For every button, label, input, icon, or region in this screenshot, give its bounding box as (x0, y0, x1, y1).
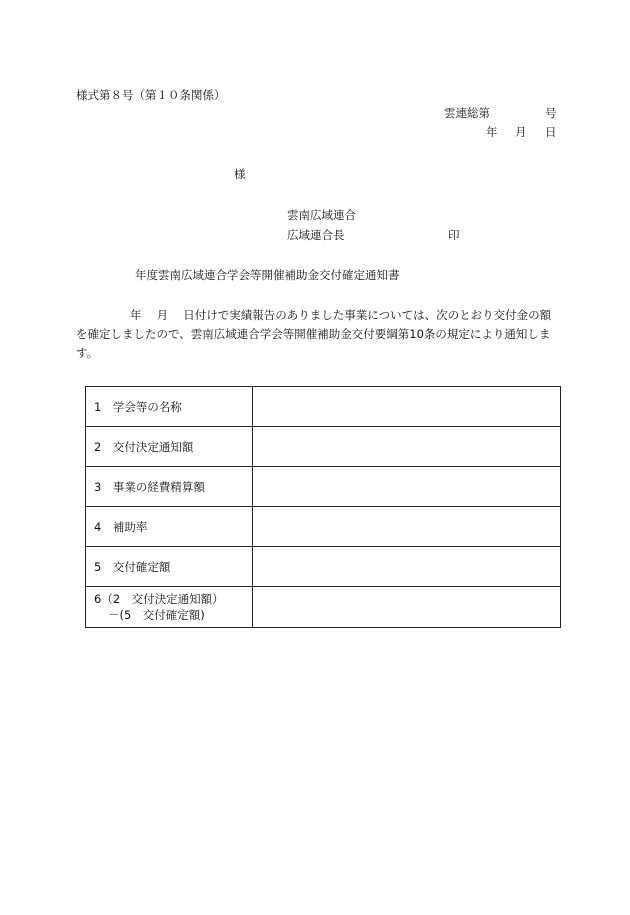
row-label: 4 補助率 (86, 507, 253, 547)
table-row (86, 587, 561, 628)
row-value[interactable] (253, 507, 561, 547)
row-label: 5 交付確定額 (86, 547, 253, 587)
details-table (85, 386, 561, 628)
seal-mark: 印 (448, 228, 460, 242)
body-paragraph: 年 月 日付けで実績報告のありました事業については、次のとおり交付金の額を確定しましたので、雲南広域連合学会等開催補助金交付要綱第10条の規定により通知します。 (76, 308, 552, 360)
row-label-line2: －(5 交付確定額) (108, 608, 205, 622)
row-label: 1 学会等の名称 (86, 387, 253, 427)
document-number-suffix: 号 (545, 106, 557, 120)
row-value[interactable] (253, 427, 561, 467)
row-label: 3 事業の経費精算額 (86, 467, 253, 507)
form-label: 様式第８号（第１０条関係） (76, 88, 226, 102)
issuer-title: 広域連合長 (287, 228, 345, 242)
date-month: 月 (515, 125, 527, 139)
table-row (86, 547, 561, 587)
document-number-prefix: 雲連総第 (444, 106, 490, 120)
row-label (86, 587, 253, 628)
row-value[interactable] (253, 467, 561, 507)
date-year: 年 (486, 125, 498, 139)
issuer-organization: 雲南広域連合 (287, 208, 356, 222)
row-label: 2 交付決定通知額 (86, 427, 253, 467)
table-row (86, 427, 561, 467)
date-day: 日 (545, 125, 557, 139)
row-value[interactable] (253, 547, 561, 587)
row-value[interactable] (253, 387, 561, 427)
row-value[interactable] (253, 587, 561, 628)
table-row (86, 467, 561, 507)
table-row (86, 387, 561, 427)
row-label-line1: 6（2 交付決定通知額） (94, 592, 224, 606)
table-row (86, 507, 561, 547)
addressee-suffix: 様 (234, 167, 246, 181)
document-title: 年度雲南広域連合学会等開催補助金交付確定通知書 (135, 268, 400, 282)
